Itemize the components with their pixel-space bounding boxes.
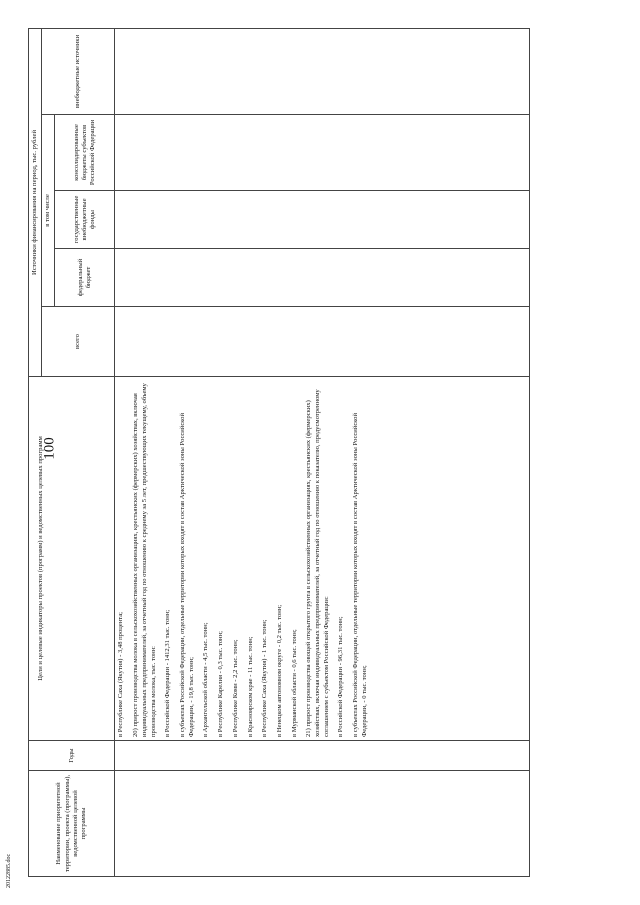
- header-regional: консолидированные бюджеты субъектов Российской Федерации: [55, 115, 115, 191]
- goal-line: в Республике Саха (Якутия) - 1 тыс. тонн;: [261, 619, 269, 737]
- header-name: Наименование приоритетной территории, проекта (программы), ведомственной целевой программы: [29, 771, 115, 877]
- goal-line: в Мурманской области - 0,6 тыс. тонн;: [290, 629, 298, 737]
- cell-name: [115, 771, 530, 877]
- cell-total: [115, 307, 530, 377]
- cell-extra: [115, 28, 530, 114]
- header-including: в том числе: [42, 115, 55, 307]
- header-state-funds: государственные внебюджетные фонды: [55, 191, 115, 249]
- goal-line: в Красноярском крае - 11 тыс. тонн;: [246, 636, 254, 737]
- cell-state-funds: [115, 191, 530, 249]
- goal-line: в Республике Саха (Якутия) - 3,48 процента;: [117, 612, 125, 737]
- cell-regional: [115, 115, 530, 191]
- goal-line: в Республике Коми - 2,2 тыс. тонн;: [231, 639, 239, 737]
- goal-line: 21) прирост производства овощей открытого грунта в сельскохозяйственных организациях, крестьянских (фермерских) хозяйствах, включая индивидуальных предпринимателей, за отчетный год по отношению к показателю, предусмотренному соглашением с субъектом Российской Федерации:: [305, 389, 330, 737]
- header-goals: Цели и целевые индикаторы проектов (программ) и ведомственных целевых программ: [29, 377, 115, 741]
- rotated-table-page: [28, 29, 614, 877]
- goal-line: в Ненецком автономном округе - 0,2 тыс. тонн;: [275, 604, 283, 737]
- document-id: 20122885.doc: [6, 853, 12, 888]
- cell-goals: [115, 377, 530, 741]
- goal-line: в Российской Федерации - 96,31 тыс. тонн;: [337, 616, 345, 737]
- goal-line: в Российской Федерации - 1412,31 тыс. тонн;: [164, 609, 172, 737]
- header-federal: федеральный бюджет: [55, 249, 115, 307]
- header-extra: внебюджетные источники: [42, 28, 115, 114]
- goal-line: в субъектах Российской Федерации, отдельные территории которых входят в состав Арктической зоны Российской Федерации, - 0 тыс. тонн;: [352, 413, 368, 737]
- goal-line: в Архангельской области - 4,5 тыс. тонн;: [202, 622, 210, 737]
- cell-federal: [115, 249, 530, 307]
- header-total: всего: [42, 307, 115, 377]
- header-funding: Источники финансирования на период, тыс. рублей: [29, 28, 42, 376]
- cell-years: [115, 741, 530, 771]
- funding-table: [28, 28, 530, 877]
- header-row-1: [29, 28, 42, 876]
- goal-line: 20) прирост производства молока в сельскохозяйственных организациях, крестьянских (фермерских) хозяйствах, включая индивидуальных предпринимателей, за отчетный год по отношению к среднему за 5 лет, предшествующих текущему, объему производства молока, тыс. тонн:: [132, 383, 157, 737]
- page-number: 100: [41, 437, 58, 460]
- goal-line: в субъектах Российской Федерации, отдельные территории которых входят в состав Арктической зоны Российской Федерации, - 19,8 тыс. тонн;: [178, 413, 195, 737]
- header-years: Годы: [29, 741, 115, 771]
- goal-line: в Республике Карелия - 0,3 тыс. тонн;: [217, 631, 225, 737]
- table-row: [115, 28, 530, 876]
